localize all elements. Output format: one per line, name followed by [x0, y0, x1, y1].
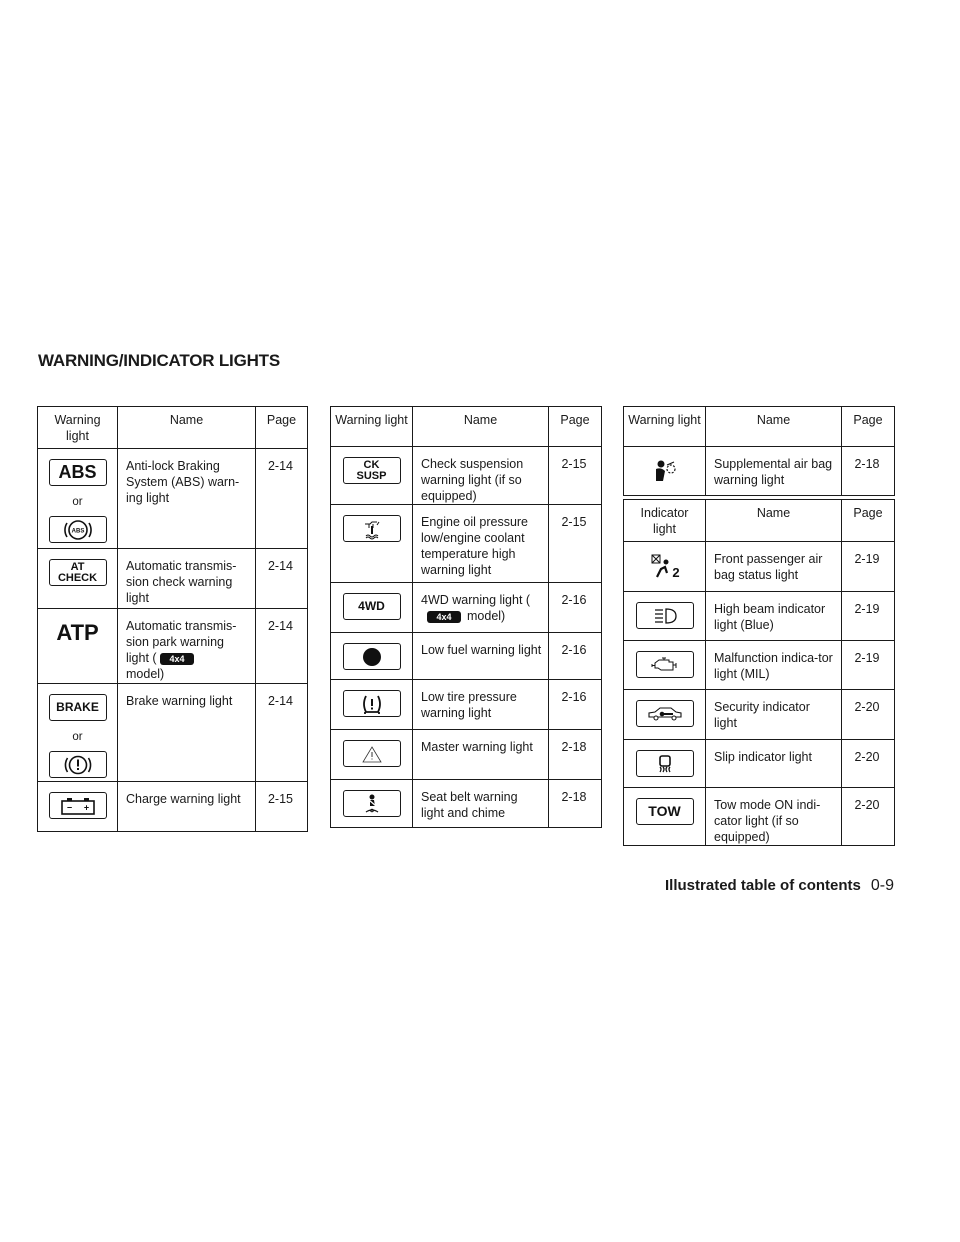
- page-ref: 2-18: [549, 730, 602, 780]
- 4wd-icon: 4WD: [343, 593, 401, 620]
- column-header-indicator-light: Indicator light: [624, 500, 706, 542]
- abs-circle-icon: [49, 516, 107, 543]
- column-header-page: Page: [256, 407, 308, 449]
- column-header-name: Name: [413, 407, 549, 447]
- high-beam-icon: [636, 602, 694, 629]
- table-header-row: [624, 407, 895, 447]
- engine-icon: [636, 651, 694, 678]
- or-label: or: [72, 731, 83, 743]
- warning-name: Automatic transmis-sion park warning light ( 4x4 model): [118, 609, 256, 684]
- svg-text:−: −: [66, 802, 72, 812]
- brake-circle-icon: [49, 751, 107, 778]
- warning-name: Anti-lock Braking System (ABS) warn-ing light: [118, 449, 256, 549]
- table-row: [38, 684, 308, 782]
- brake-icon: BRAKE: [49, 694, 107, 721]
- table-row: [331, 633, 602, 680]
- svg-text:2: 2: [671, 564, 680, 579]
- column-header-warning-light: Warning light: [38, 407, 118, 449]
- warning-name: Supplemental air bag warning light: [706, 447, 842, 496]
- warning-name: Low fuel warning light: [413, 633, 549, 680]
- page-ref: 2-15: [549, 447, 602, 505]
- table-row: [331, 583, 602, 633]
- page-ref: 2-16: [549, 583, 602, 633]
- warning-lights-table-3: [623, 406, 895, 496]
- indicator-name: Security indicator light: [706, 690, 842, 740]
- page-ref: 2-14: [256, 549, 308, 609]
- slip-icon: [636, 750, 694, 777]
- section-title: WARNING/INDICATOR LIGHTS: [38, 351, 281, 370]
- table-row: [624, 690, 895, 740]
- footer-title: Illustrated table of contents: [665, 877, 861, 894]
- table-header-row: [624, 500, 895, 542]
- column-header-name: Name: [118, 407, 256, 449]
- column-header-name: Name: [706, 407, 842, 447]
- page-ref: 2-14: [256, 609, 308, 684]
- master-warning-icon: [343, 740, 401, 767]
- page-number: 0-9: [870, 877, 894, 894]
- table-row: [38, 782, 308, 832]
- table-row: [624, 542, 895, 592]
- indicator-name: Front passenger air bag status light: [706, 542, 842, 592]
- tow-mode-icon: TOW: [636, 798, 694, 825]
- column-header-name: Name: [706, 500, 842, 542]
- table-row: [624, 592, 895, 641]
- page-ref: 2-20: [842, 690, 895, 740]
- page-ref: 2-15: [549, 505, 602, 583]
- warning-lights-table-2: [330, 406, 602, 828]
- ck-susp-icon: CK SUSP: [343, 457, 401, 484]
- page-ref: 2-14: [256, 684, 308, 782]
- svg-text:ABS: ABS: [71, 528, 84, 534]
- column-header-warning-light: Warning light: [624, 407, 706, 447]
- or-label: or: [72, 496, 83, 508]
- warning-name: Seat belt warning light and chime: [413, 780, 549, 828]
- table-header-row: [331, 407, 602, 447]
- column-header-warning-light: Warning light: [331, 407, 413, 447]
- warning-name: Engine oil pressure low/engine coolant temperature high warning light: [413, 505, 549, 583]
- indicator-name: Slip indicator light: [706, 740, 842, 788]
- page-ref: 2-19: [842, 641, 895, 690]
- table-row: [331, 505, 602, 583]
- table-row: [38, 449, 308, 549]
- page-footer: [665, 877, 894, 895]
- table-row: [38, 609, 308, 684]
- warning-name: Check suspension warning light (if so equipped): [413, 447, 549, 505]
- table-row: [624, 447, 895, 496]
- page-ref: 2-20: [842, 788, 895, 846]
- page-ref: 2-18: [842, 447, 895, 496]
- table-row: [624, 788, 895, 846]
- table-row: [331, 730, 602, 780]
- warning-name: Low tire pressure warning light: [413, 680, 549, 730]
- oil-pressure-coolant-icon: [343, 515, 401, 542]
- four-by-four-icon: 4x4: [427, 611, 461, 623]
- page-ref: 2-16: [549, 633, 602, 680]
- low-fuel-icon: [343, 643, 401, 670]
- four-by-four-icon: 4x4: [160, 653, 194, 665]
- warning-name: Charge warning light: [118, 782, 256, 832]
- column-header-page: Page: [842, 407, 895, 447]
- indicator-name: Tow mode ON indi-cator light (if so equipped): [706, 788, 842, 846]
- page-ref: 2-19: [842, 542, 895, 592]
- column-header-page: Page: [549, 407, 602, 447]
- battery-icon: [49, 792, 107, 819]
- table-row: [331, 680, 602, 730]
- table-row: [624, 641, 895, 690]
- table-row: [331, 780, 602, 828]
- air-bag-icon: [636, 457, 694, 484]
- seat-belt-icon: [343, 790, 401, 817]
- warning-name: Brake warning light: [118, 684, 256, 782]
- page-ref: 2-14: [256, 449, 308, 549]
- abs-icon: ABS: [49, 459, 107, 486]
- page-ref: 2-15: [256, 782, 308, 832]
- security-icon: [636, 700, 694, 727]
- page-ref: 2-16: [549, 680, 602, 730]
- page-ref: 2-18: [549, 780, 602, 828]
- passenger-air-bag-icon: [636, 552, 694, 579]
- table-row: [38, 549, 308, 609]
- column-header-page: Page: [842, 500, 895, 542]
- tire-pressure-icon: [343, 690, 401, 717]
- warning-lights-table-1: [37, 406, 308, 832]
- at-check-icon: AT CHECK: [49, 559, 107, 586]
- warning-name: Automatic transmis-sion check warning light: [118, 549, 256, 609]
- warning-name: 4WD warning light (4x4 model): [413, 583, 549, 633]
- page-ref: 2-20: [842, 740, 895, 788]
- table-header-row: [38, 407, 308, 449]
- warning-name: Master warning light: [413, 730, 549, 780]
- indicator-lights-table: [623, 499, 895, 846]
- indicator-name: High beam indicator light (Blue): [706, 592, 842, 641]
- svg-text:+: +: [83, 802, 89, 812]
- atp-icon: ATP: [56, 620, 99, 645]
- table-row: [624, 740, 895, 788]
- page-ref: 2-19: [842, 592, 895, 641]
- table-row: [331, 447, 602, 505]
- indicator-name: Malfunction indica-tor light (MIL): [706, 641, 842, 690]
